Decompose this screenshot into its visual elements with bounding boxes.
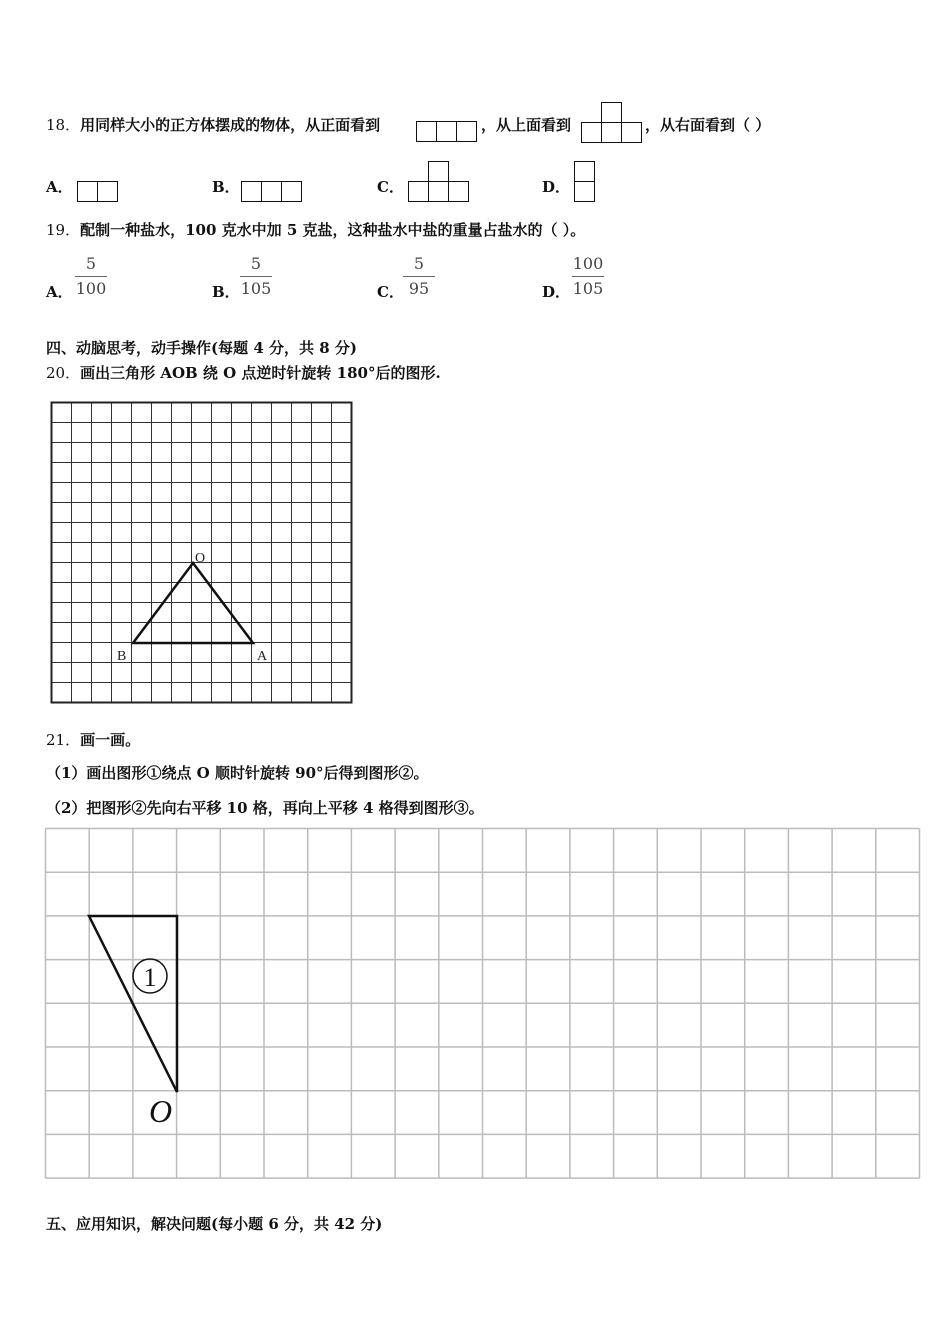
q18-number: 18． [46,116,81,134]
q19-option-c-fraction[interactable] [399,254,439,299]
q18-front-view-figure [416,121,480,145]
q21-grid[interactable] [45,828,921,1180]
q18-option-d-letter: D． [542,178,571,196]
q18-text-3: ，从右面看到（ ） [645,116,771,134]
fraction-numerator: 100 [572,254,604,273]
q19-text: 配制一种盐水，100 克水中加 5 克盐，这种盐水中盐的重量占盐水的（ ）。 [80,221,586,239]
q18-option-b-figure[interactable] [241,181,305,205]
fraction-numerator: 5 [413,254,425,273]
q21-part-1: （1）画出图形①绕点 O 顺时针旋转 90°后得到图形②。 [46,764,429,782]
fraction-denominator: 100 [75,279,107,298]
shape-1-label: 1 [143,963,157,992]
q18-option-c-letter: C． [377,178,404,196]
fraction-denominator: 95 [408,279,430,298]
fraction-bar [572,276,604,277]
q21-part-2: （2）把图形②先向右平移 10 格，再向上平移 4 格得到图形③。 [46,799,484,817]
q19-question [46,220,585,240]
section-5-heading: 五、应用知识，解决问题(每小题 6 分，共 42 分) [46,1215,383,1233]
q19-number: 19． [46,221,81,239]
q19-option-b-letter: B． [212,283,240,301]
q18-option-c-figure[interactable] [408,161,472,205]
q19-option-c-letter: C． [377,283,404,301]
fraction-bar [75,276,107,277]
q18-question [46,115,380,135]
label-b: B [117,649,127,664]
q18-top-view-figure [581,102,645,146]
fraction-denominator: 105 [240,279,272,298]
fraction-bar [240,276,272,277]
label-a: A [257,649,268,664]
q20-grid[interactable] [51,402,355,706]
q21-number: 21． [46,731,81,749]
fraction-numerator: 5 [250,254,262,273]
q18-option-a-letter: A． [46,178,73,196]
q18-option-a-figure[interactable] [77,181,121,205]
label-o: O [195,551,206,566]
q18-option-b-letter: B． [212,178,240,196]
q19-option-a-letter: A． [46,283,73,301]
q21-title: 画一画。 [80,731,141,749]
point-o-label: O [149,1093,173,1129]
q20-number: 20． [46,364,81,382]
q19-option-d-fraction[interactable] [568,254,608,299]
q18-text-2: ，从上面看到 [481,116,572,134]
q20-text: 画出三角形 AOB 绕 O 点逆时针旋转 180°后的图形. [80,364,441,382]
fraction-bar [403,276,435,277]
q19-option-d-letter: D． [542,283,571,301]
q18-text-1: 用同样大小的正方体摆成的物体，从正面看到 [80,116,381,134]
fraction-numerator: 5 [85,254,97,273]
q18-option-d-figure[interactable] [574,161,598,205]
q20-question [46,363,441,383]
fraction-denominator: 105 [572,279,604,298]
q19-option-a-fraction[interactable] [71,254,111,299]
q19-option-b-fraction[interactable] [236,254,276,299]
section-4-heading: 四、动脑思考，动手操作(每题 4 分，共 8 分) [46,339,357,357]
q21-question [46,730,140,750]
